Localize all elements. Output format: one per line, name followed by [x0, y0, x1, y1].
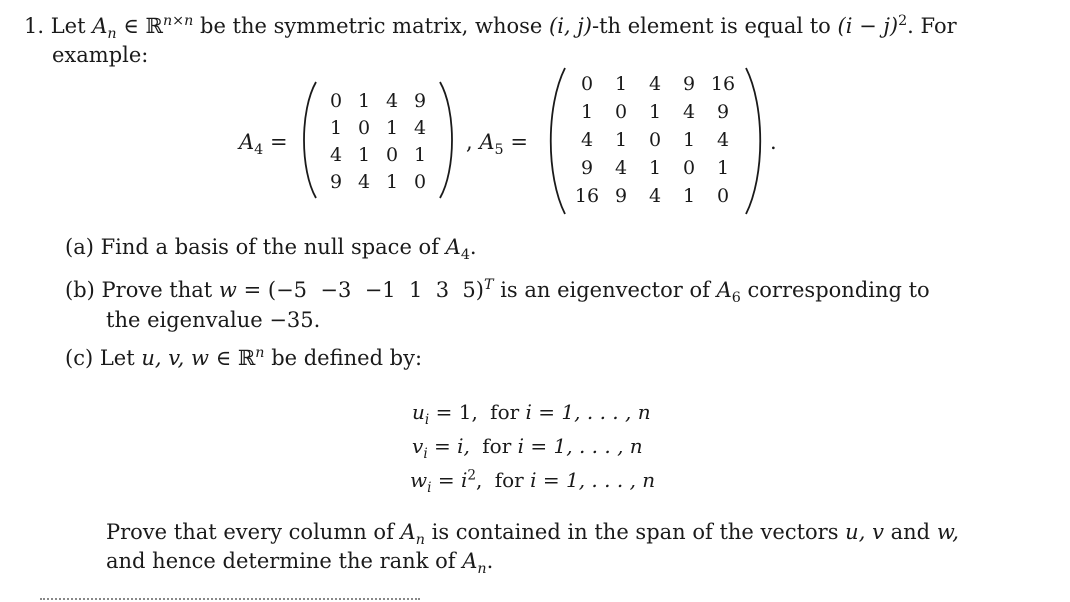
- a5-label: [466, 130, 528, 159]
- part-c-text: be defined by:: [271, 346, 423, 370]
- eq-for: for: [482, 434, 512, 458]
- part-b-line2: the eigenvalue −35.: [106, 308, 321, 332]
- eq-range: i = 1, . . . , n: [525, 400, 651, 424]
- matrix-cell: 4: [648, 185, 662, 207]
- eq-for: for: [490, 400, 520, 424]
- matrix-symbol: A: [400, 520, 416, 544]
- matrix-row: [570, 182, 740, 210]
- part-b-text: is an eigenvector of: [500, 278, 710, 302]
- matrix-row: [570, 98, 740, 126]
- eq-for: for: [494, 468, 524, 492]
- part-a: [65, 235, 477, 264]
- equals-sign: =: [510, 130, 528, 154]
- a5-subscript: 5: [494, 142, 504, 159]
- eq-subscript: i: [427, 480, 432, 496]
- matrix-cell: 1: [413, 143, 427, 166]
- eq-range: i = 1, . . . , n: [530, 468, 656, 492]
- matrix-cell: 9: [614, 185, 628, 207]
- element-of: ∈: [215, 346, 232, 370]
- equation-u: [412, 400, 651, 428]
- eq-rhs: = i,: [434, 434, 470, 458]
- intro-text: Let: [50, 14, 86, 38]
- dimension-superscript: n: [255, 345, 265, 361]
- part-a-text: Find a basis of the null space of: [100, 235, 439, 259]
- equation-w: [410, 467, 656, 496]
- eq-rhs: = 1,: [435, 400, 478, 424]
- a4-matrix: [322, 87, 434, 195]
- a4-label: [239, 130, 288, 159]
- part-c-line1: [65, 346, 422, 370]
- element-expression: (i − j): [837, 14, 899, 38]
- vector-v: v: [872, 520, 884, 544]
- matrix-subscript: n: [415, 532, 425, 549]
- closing-text: and hence determine the rank of: [106, 549, 456, 573]
- matrix-cell: 0: [329, 89, 343, 112]
- matrix-cell: 4: [413, 116, 427, 139]
- matrix-cell: 4: [648, 73, 662, 95]
- closing-text: Prove that every column of: [106, 520, 394, 544]
- matrix-symbol: A: [92, 14, 108, 38]
- matrix-row: [570, 70, 740, 98]
- problem-intro-line2: example:: [52, 43, 149, 67]
- matrix-cell: 16: [574, 185, 600, 207]
- equals-sign: =: [269, 130, 288, 154]
- problem-intro-line1: [24, 13, 957, 43]
- matrix-row: [322, 114, 434, 141]
- vector-w: w: [218, 278, 237, 302]
- closing-text: and: [890, 520, 931, 544]
- part-b-text: Prove that: [101, 278, 213, 302]
- matrix-cell: 0: [614, 101, 628, 123]
- period: .: [486, 549, 494, 573]
- period: .: [469, 235, 477, 259]
- eq-comma: ,: [476, 468, 483, 492]
- matrix-cell: 1: [357, 143, 371, 166]
- matrix-cell: 4: [329, 143, 343, 166]
- matrix-row: [570, 126, 740, 154]
- matrix-cell: 9: [413, 89, 427, 112]
- matrix-cell: 4: [580, 129, 594, 151]
- matrix-subscript: 6: [731, 290, 741, 307]
- eq-range: i = 1, . . . , n: [517, 434, 643, 458]
- index-pair: (i, j): [549, 14, 592, 38]
- a4-left-paren: [296, 80, 320, 200]
- matrix-row: [570, 154, 740, 182]
- intro-text: -th element is equal to: [591, 14, 831, 38]
- part-b-line1: [65, 277, 930, 307]
- matrix-cell: 4: [682, 101, 696, 123]
- matrix-cell: 9: [580, 157, 594, 179]
- matrix-symbol: A: [445, 235, 461, 259]
- part-c-label: (c): [65, 346, 94, 370]
- eq-superscript: 2: [467, 467, 477, 484]
- matrix-cell: 1: [614, 73, 628, 95]
- matrix-subscript: 4: [460, 247, 470, 264]
- a5-symbol: A: [479, 130, 495, 154]
- matrix-cell: 0: [648, 129, 662, 151]
- a4-right-paren: [436, 80, 460, 200]
- dimension-superscript: n×n: [162, 13, 194, 29]
- matrix-cell: 0: [580, 73, 594, 95]
- matrix-cell: 9: [716, 101, 730, 123]
- vector-u: u,: [845, 520, 866, 544]
- closing-line1: [106, 520, 959, 549]
- matrix-cell: 1: [648, 157, 662, 179]
- reals-symbol: ℝ: [145, 14, 163, 38]
- matrix-cell: 4: [385, 89, 399, 112]
- eq-lhs: w: [410, 468, 428, 492]
- row-vector: (−5 −3 −1 1 3 5): [267, 278, 484, 302]
- equals-sign: =: [243, 278, 262, 302]
- matrix-cell: 1: [648, 101, 662, 123]
- vector-variables: u, v, w: [141, 346, 209, 370]
- matrix-cell: 0: [385, 143, 399, 166]
- part-c-text: Let: [99, 346, 135, 370]
- a4-symbol: A: [239, 130, 255, 154]
- matrix-cell: 4: [716, 129, 730, 151]
- matrix-cell: 0: [413, 170, 427, 193]
- matrix-cell: 1: [329, 116, 343, 139]
- matrix-subscript: n: [107, 26, 117, 43]
- matrix-cell: 1: [385, 116, 399, 139]
- exponent: 2: [898, 13, 908, 29]
- part-a-label: (a): [65, 235, 94, 259]
- eq-lhs: v: [412, 434, 424, 458]
- matrix-period: .: [770, 130, 777, 154]
- matrix-cell: 0: [357, 116, 371, 139]
- intro-text: be the symmetric matrix, whose: [200, 14, 543, 38]
- matrix-row: [322, 168, 434, 195]
- cutoff-next-line: [40, 596, 420, 602]
- vector-w: w,: [936, 520, 959, 544]
- matrix-symbol: A: [716, 278, 732, 302]
- comma: ,: [466, 130, 473, 154]
- matrix-cell: 16: [710, 73, 736, 95]
- matrix-cell: 9: [329, 170, 343, 193]
- part-b-text: corresponding to: [747, 278, 930, 302]
- matrix-cell: 4: [614, 157, 628, 179]
- matrix-cell: 4: [357, 170, 371, 193]
- matrix-cell: 9: [682, 73, 696, 95]
- matrix-cell: 1: [357, 89, 371, 112]
- matrix-cell: 0: [682, 157, 696, 179]
- intro-text: . For: [907, 14, 957, 38]
- element-of: ∈: [123, 14, 139, 38]
- matrix-cell: 0: [716, 185, 730, 207]
- a5-right-paren: [742, 66, 768, 216]
- matrix-cell: 1: [614, 129, 628, 151]
- matrix-cell: 1: [682, 185, 696, 207]
- reals-symbol: ℝ: [237, 346, 256, 370]
- matrix-symbol: A: [462, 549, 478, 573]
- eq-rhs: = i: [437, 468, 468, 492]
- matrix-row: [322, 87, 434, 114]
- matrix-cell: 1: [716, 157, 730, 179]
- matrix-subscript: n: [477, 561, 487, 578]
- eq-subscript: i: [424, 412, 430, 428]
- matrix-row: [322, 141, 434, 168]
- problem-number: 1.: [24, 14, 45, 38]
- closing-line2: [106, 549, 494, 578]
- eq-lhs: u: [412, 400, 425, 424]
- a5-left-paren: [543, 66, 569, 216]
- part-b-label: (b): [65, 278, 95, 302]
- transpose-superscript: T: [483, 277, 494, 293]
- equation-v: [412, 434, 643, 462]
- a5-matrix: [570, 70, 740, 210]
- matrix-cell: 1: [385, 170, 399, 193]
- eq-subscript: i: [423, 446, 428, 462]
- a4-subscript: 4: [254, 142, 264, 159]
- closing-text: is contained in the span of the vectors: [431, 520, 839, 544]
- matrix-cell: 1: [682, 129, 696, 151]
- matrix-cell: 1: [580, 101, 594, 123]
